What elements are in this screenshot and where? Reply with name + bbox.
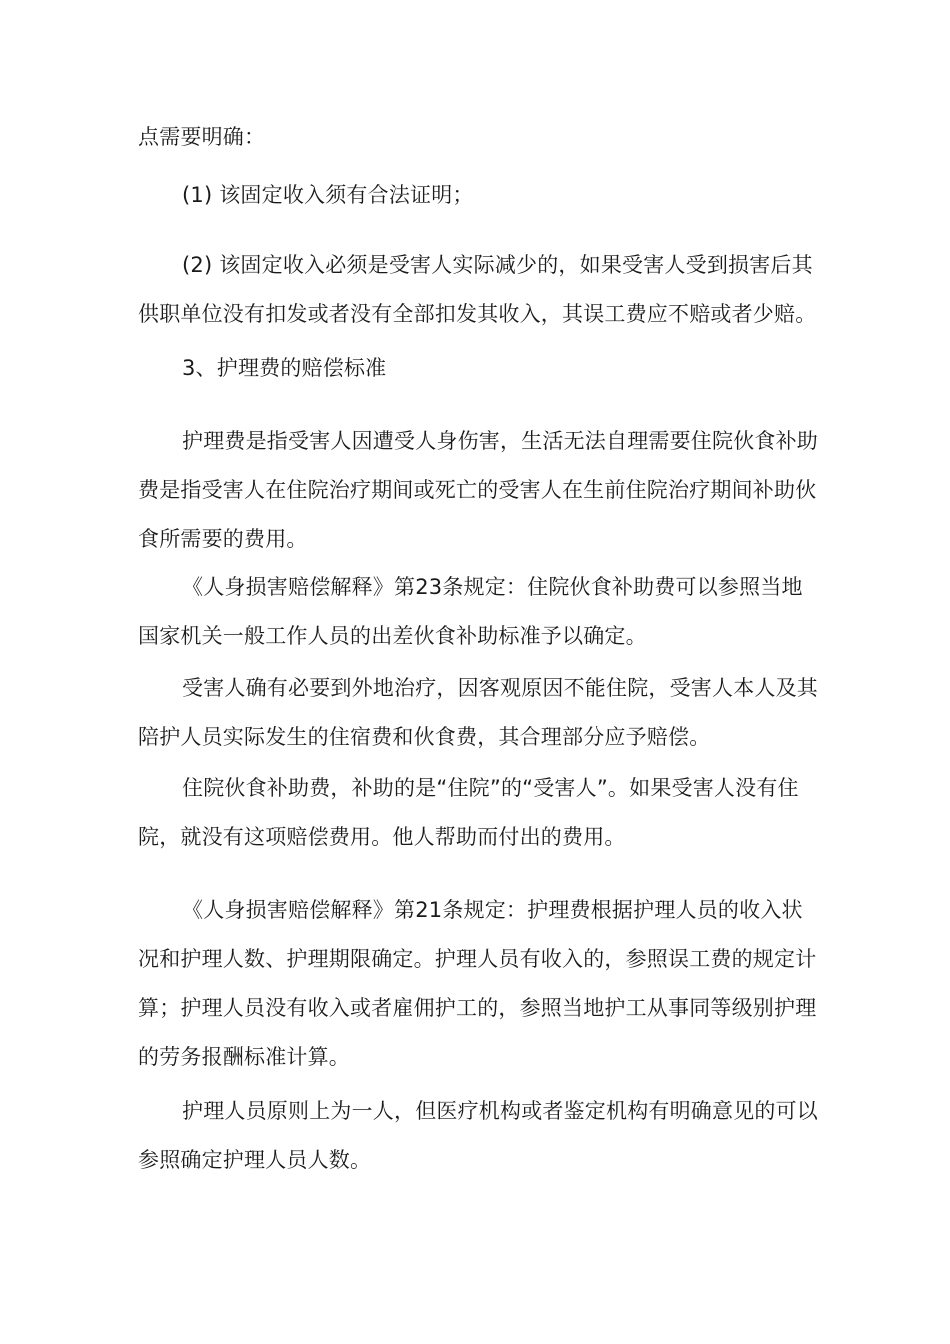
paragraph-outside-treatment: 受害人确有必要到外地治疗，因客观原因不能住院，受害人本人及其陪护人员实际发生的住宿费和伙食费，其合理部分应予赔偿。 <box>138 676 818 749</box>
paragraph-meal-subsidy: 住院伙食补助费，补助的是“住院”的“受害人”。如果受害人没有住院，就没有这项赔偿费用。他人帮助而付出的费用。 <box>138 776 799 849</box>
paragraph-intro: 点需要明确： <box>138 125 266 149</box>
paragraph-article-23: 《人身损害赔偿解释》第23条规定：住院伙食补助费可以参照当地国家机关一般工作人员的出差伙食补助标准予以确定。 <box>138 575 803 648</box>
section-heading-nursing-fee: 3、护理费的赔偿标准 <box>182 356 387 380</box>
paragraph-item-2: (2) 该固定收入必须是受害人实际减少的，如果受害人受到损害后其供职单位没有扣发或者没有全部扣发其收入，其误工费应不赔或者少赔。 <box>138 253 817 326</box>
paragraph-nursing-persons: 护理人员原则上为一人，但医疗机构或者鉴定机构有明确意见的可以参照确定护理人员人数。 <box>138 1099 818 1172</box>
paragraph-nursing-definition: 护理费是指受害人因遭受人身伤害，生活无法自理需要住院伙食补助费是指受害人在住院治疗期间或死亡的受害人在生前住院治疗期间补助伙食所需要的费用。 <box>138 429 818 551</box>
paragraph-article-21: 《人身损害赔偿解释》第21条规定：护理费根据护理人员的收入状况和护理人数、护理期限确定。护理人员有收入的，参照误工费的规定计算；护理人员没有收入或者雇佣护工的，参照当地护工从事同等级别护理的劳务报酬标准计算。 <box>138 898 817 1069</box>
paragraph-item-1: (1) 该固定收入须有合法证明； <box>182 183 474 207</box>
